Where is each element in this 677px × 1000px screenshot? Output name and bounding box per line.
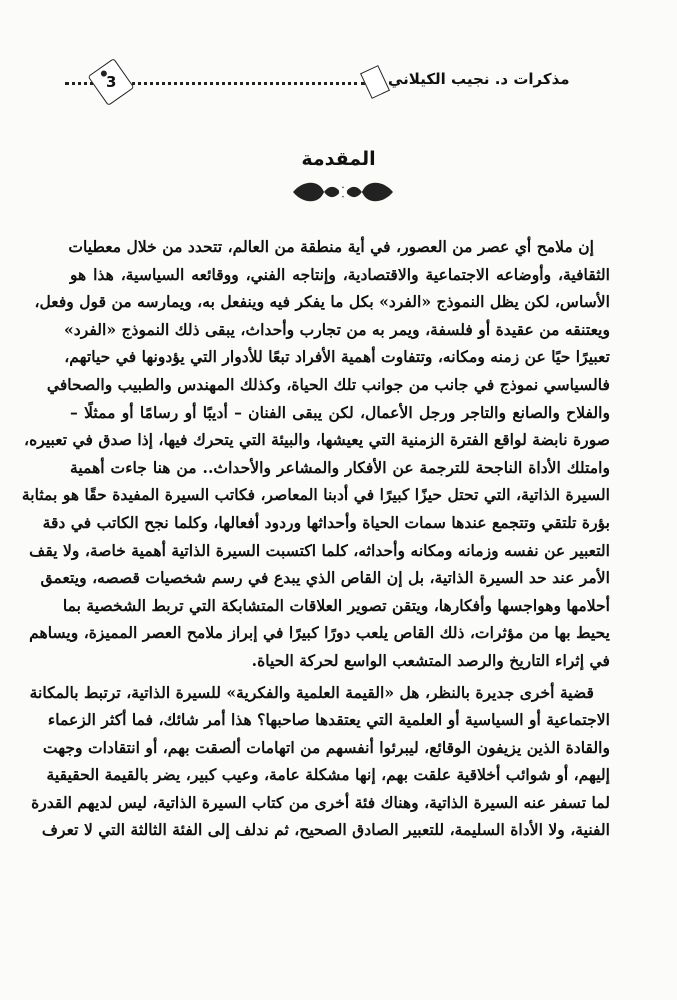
text-line: الاجتماعية أو السياسية أو العلمية التي يعتقدها صاحبها؟ هذا أمر شائك، فما أكثر الزعماء xyxy=(47,710,610,730)
text-line: التعبير عن نفسه وزمانه ومكانه وأحداثه، كلما اكتسبت السيرة الذاتية أهمية خاصة، ولا يقف xyxy=(29,540,610,560)
text-line: لما تسفر عنه السيرة الذاتية، وهناك فئة أخرى من كتاب السيرة الذاتية، ليس لديهم القدرة xyxy=(31,792,610,812)
text-line: الثقافية، وأوضاعه الاجتماعية والاقتصادية، وإنتاجه الفني، ووقائعه السياسية، هذا هو xyxy=(70,264,610,284)
paragraph xyxy=(21,233,610,675)
paragraph xyxy=(29,679,610,845)
text-line: والقادة الذين يزيفون الوقائع، ليبرئوا أنفسهم من اتهامات ألصقت بهم، أو انتقادات وجهت xyxy=(42,737,610,757)
text-line: السيرة الذاتية، التي تحتل حيزًا كبيرًا في أدبنا المعاصر، فكاتب السيرة المفيدة حقًا هو بمثابة xyxy=(21,485,610,505)
text-line: ويعتنقه من عقيدة أو فلسفة، ويمر به من تجارب وأحداث، يبقى ذلك النموذج «الفرد» xyxy=(64,319,610,339)
running-title: مذكرات د. نجيب الكيلاني xyxy=(388,70,570,88)
text-line: بؤرة تلتقي وتتجمع عندها سمات الحياة وأحداثها وردود أفعالها، وكلما نجح الكاتب في دقة xyxy=(42,512,610,532)
ornament-divider-icon xyxy=(288,178,398,206)
text-line: الأمر عند حد السيرة الذاتية، بل إن القاص الذي يبدع في رسم شخصيات قصصه، ويتعمق xyxy=(40,568,610,588)
text-line: إليهم، أو شوائب أخلاقية علقت بهم، إنها مشكلة عامة، وعيب كبير، يضر بالقيمة الحقيقية xyxy=(46,765,610,785)
text-line: والفلاح والصانع والتاجر ورجل الأعمال، لكن يبقى الفنان – أديبًا أو رسامًا أو ممثلًا – xyxy=(70,402,610,422)
text-line: صورة نابضة لواقع الفترة الزمنية التي يعيشها، والبيئة التي يتحرك فيها، إذا صدق في تعبيره، xyxy=(24,430,610,450)
page-number: 3 xyxy=(105,73,117,91)
text-line: إن ملامح أي عصر من العصور، في أية منطقة من العالم، تتحدد من خلال معطيات xyxy=(68,237,594,256)
text-line: تعبيرًا حيًا عن زمنه ومكانه، وتتفاوت أهمية الأفراد تبعًا للأدوار التي يؤدونها في حياتهم، xyxy=(64,347,610,367)
text-line: فالسياسي نموذج في جانب من جوانب تلك الحياة، وكذلك المهندس والطبيب والصحافي xyxy=(46,374,610,394)
text-line: يحيط بها من مؤثرات، ذلك القاص يلعب دورًا كبيرًا في إبراز ملامح العصر المميزة، ويساهم xyxy=(29,623,610,643)
chapter-title: المقدمة xyxy=(301,148,376,170)
text-line: الأساس، لكن يظل النموذج «الفرد» بكل ما يفكر فيه وينفعل به، ويمارسه من قول وفعل، xyxy=(34,292,610,312)
text-line: في إثراء التاريخ والرصد المتشعب الواسع لحركة الحياة. xyxy=(251,650,610,670)
text-line: الفنية، ولا الأداة السليمة، للتعبير الصادق الصحيح، ثم ندلف إلى الفئة الثالثة التي لا تعرف xyxy=(41,820,610,840)
text-line: أحلامها وهواجسها وأفكارها، ويتقن تصوير العلاقات المتشابكة التي تربط الشخصية بما xyxy=(62,595,610,615)
text-line: وامتلك الأداة الناجحة للترجمة عن الأفكار والمشاعر والأحداث.. من هنا جاءت أهمية xyxy=(70,457,610,477)
text-line: قضية أخرى جديرة بالنظر، هل «القيمة العلمية والفكرية» للسيرة الذاتية، ترتبط بالمكانة xyxy=(29,682,594,702)
body-text xyxy=(21,233,610,844)
page-number-tag xyxy=(88,58,135,106)
running-header xyxy=(60,58,620,108)
tag-icon xyxy=(360,65,390,99)
